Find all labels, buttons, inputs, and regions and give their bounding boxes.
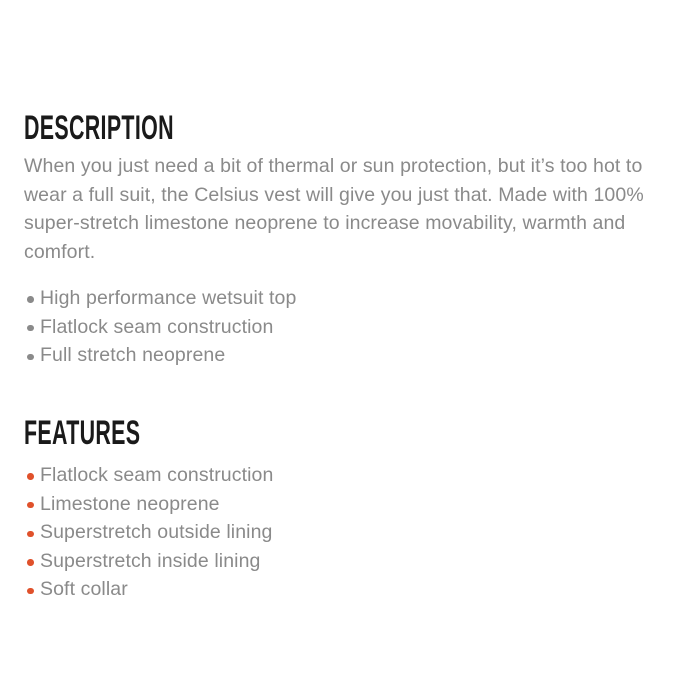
- paragraph-line: super-stretch limestone neoprene to increase movability, warmth and: [24, 212, 626, 235]
- paragraph-line: comfort.: [24, 240, 96, 263]
- list-item: [24, 547, 273, 576]
- paragraph-line: wear a full suit, the Celsius vest will give you just that. Made with 100%: [24, 183, 644, 206]
- bullet-icon: [27, 502, 34, 509]
- bullet-icon: [27, 559, 34, 566]
- description-bullet-list: [24, 284, 296, 370]
- list-item: [24, 490, 273, 519]
- bullet-icon: [27, 325, 34, 332]
- list-item: [24, 341, 296, 370]
- features-bullet-list: [24, 461, 273, 604]
- description-heading-text: DESCRIPTION: [24, 109, 174, 147]
- list-item-label: Flatlock seam construction: [40, 315, 274, 338]
- description-heading: [24, 111, 262, 145]
- features-heading-text: FEATURES: [24, 414, 141, 452]
- bullet-icon: [27, 354, 34, 361]
- list-item-label: Limestone neoprene: [40, 492, 220, 515]
- features-heading: [24, 416, 209, 450]
- bullet-icon: [27, 296, 34, 303]
- list-item-label: Full stretch neoprene: [40, 344, 226, 367]
- list-item-label: Superstretch outside lining: [40, 521, 273, 544]
- list-item: [24, 518, 273, 547]
- list-item-label: Superstretch inside lining: [40, 549, 261, 572]
- description-paragraph: [24, 152, 684, 266]
- list-item: [24, 461, 273, 490]
- list-item: [24, 313, 296, 342]
- bullet-icon: [27, 473, 34, 480]
- list-item-label: Soft collar: [40, 578, 128, 601]
- bullet-icon: [27, 531, 34, 538]
- list-item-label: Flatlock seam construction: [40, 464, 274, 486]
- list-item-label: High performance wetsuit top: [40, 287, 297, 309]
- list-item: [24, 575, 273, 604]
- bullet-icon: [27, 588, 34, 595]
- list-item: [24, 284, 296, 313]
- paragraph-line: When you just need a bit of thermal or sun protection, but it’s too hot to: [24, 155, 643, 177]
